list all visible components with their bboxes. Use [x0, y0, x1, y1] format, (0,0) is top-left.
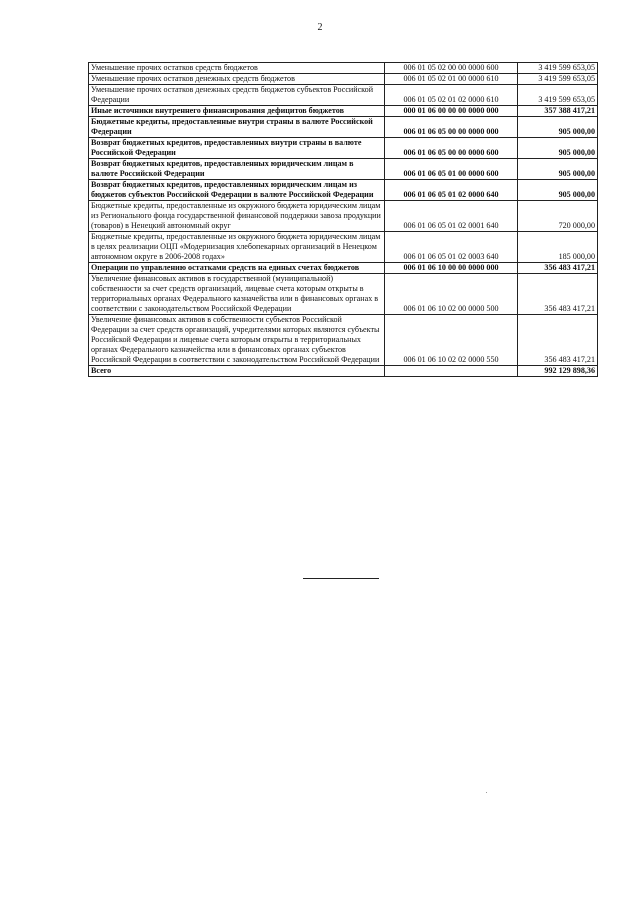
row-code-cell: 006 01 06 10 02 00 0000 500: [385, 274, 518, 315]
row-name-cell: Уменьшение прочих остатков денежных средств бюджетов субъектов Российской Федерации: [89, 85, 385, 106]
row-amount-cell: 3 419 599 653,05: [518, 85, 598, 106]
row-amount-cell: 992 129 898,36: [518, 366, 598, 377]
row-name-cell: Увеличение финансовых активов в государственной (муниципальной) собственности за счет средств организаций, лицевые счета которым открыты в территориальных органах Федерального казначейства или в финансовых органах в соответствии с законодательством Российской Федерации: [89, 274, 385, 315]
row-amount-cell: 905 000,00: [518, 138, 598, 159]
financing-sources-table: [88, 62, 598, 377]
row-amount-cell: 185 000,00: [518, 232, 598, 263]
row-name-cell: Уменьшение прочих остатков средств бюджетов: [89, 63, 385, 74]
footer-separator-line: [303, 578, 379, 579]
row-code-cell: 006 01 06 10 02 02 0000 550: [385, 315, 518, 366]
table-row: [89, 201, 598, 232]
row-name-cell: Бюджетные кредиты, предоставленные из окружного бюджета юридическим лицам в целях реализации ОЦП «Модернизация хлебопекарных организаций в Ненецком автономном округе в 2006-2008 годах»: [89, 232, 385, 263]
table-row: [89, 117, 598, 138]
table-row: [89, 366, 598, 377]
table-row: [89, 315, 598, 366]
row-name-cell: Уменьшение прочих остатков денежных средств бюджетов: [89, 74, 385, 85]
row-code-cell: 000 01 06 00 00 00 0000 000: [385, 106, 518, 117]
row-amount-cell: 905 000,00: [518, 117, 598, 138]
table-row: [89, 180, 598, 201]
row-amount-cell: 3 419 599 653,05: [518, 74, 598, 85]
row-code-cell: 006 01 06 05 01 02 0001 640: [385, 201, 518, 232]
page-number: 2: [317, 22, 323, 33]
row-name-cell: Иные источники внутреннего финансирования дефицитов бюджетов: [89, 106, 385, 117]
row-name-cell: Возврат бюджетных кредитов, предоставленных юридическим лицам из бюджетов субъектов Российской Федерации в валюте Российской Федерации: [89, 180, 385, 201]
row-name-cell: Возврат бюджетных кредитов, предоставленных внутри страны в валюте Российской Федерации: [89, 138, 385, 159]
row-amount-cell: 905 000,00: [518, 159, 598, 180]
row-code-cell: 006 01 06 05 01 02 0000 640: [385, 180, 518, 201]
row-amount-cell: 356 483 417,21: [518, 274, 598, 315]
row-name-cell: Возврат бюджетных кредитов, предоставленных юридическим лицам в валюте Российской Федерации: [89, 159, 385, 180]
row-amount-cell: 357 388 417,21: [518, 106, 598, 117]
row-name-cell: Увеличение финансовых активов в собственности субъектов Российской Федерации за счет средств организаций, учредителями которых являются субъекты Российской Федерации и лицевые счета которым открыты в территориальных органах Федерального казначейства или в финансовых органах субъектов Российской Федерации в соответствии с законодательством Российской Федерации: [89, 315, 385, 366]
row-amount-cell: 356 483 417,21: [518, 263, 598, 274]
table-row: [89, 63, 598, 74]
table-row: [89, 274, 598, 315]
row-code-cell: 006 01 06 05 00 00 0000 600: [385, 138, 518, 159]
row-amount-cell: 905 000,00: [518, 180, 598, 201]
row-code-cell: 006 01 05 02 01 02 0000 610: [385, 85, 518, 106]
row-name-cell: Операции по управлению остатками средств на единых счетах бюджетов: [89, 263, 385, 274]
table-row: [89, 74, 598, 85]
row-amount-cell: 356 483 417,21: [518, 315, 598, 366]
row-name-cell: Бюджетные кредиты, предоставленные внутри страны в валюте Российской Федерации: [89, 117, 385, 138]
table-row: [89, 263, 598, 274]
row-code-cell: 006 01 06 10 00 00 0000 000: [385, 263, 518, 274]
row-amount-cell: 3 419 599 653,05: [518, 63, 598, 74]
row-name-cell: Всего: [89, 366, 385, 377]
table-row: [89, 232, 598, 263]
scan-speck: [486, 792, 487, 793]
row-code-cell: 006 01 06 05 00 00 0000 000: [385, 117, 518, 138]
table-row: [89, 106, 598, 117]
row-code-cell: 006 01 05 02 01 00 0000 610: [385, 74, 518, 85]
row-code-cell: 006 01 06 05 01 00 0000 600: [385, 159, 518, 180]
table-body: [89, 63, 598, 377]
row-code-cell: 006 01 05 02 00 00 0000 600: [385, 63, 518, 74]
row-code-cell: [385, 366, 518, 377]
table-row: [89, 159, 598, 180]
table-row: [89, 85, 598, 106]
row-code-cell: 006 01 06 05 01 02 0003 640: [385, 232, 518, 263]
row-name-cell: Бюджетные кредиты, предоставленные из окружного бюджета юридическим лицам из Регионального фонда государственной финансовой поддержки завоза продукции (товаров) в Ненецкий автономный округ: [89, 201, 385, 232]
table-row: [89, 138, 598, 159]
row-amount-cell: 720 000,00: [518, 201, 598, 232]
